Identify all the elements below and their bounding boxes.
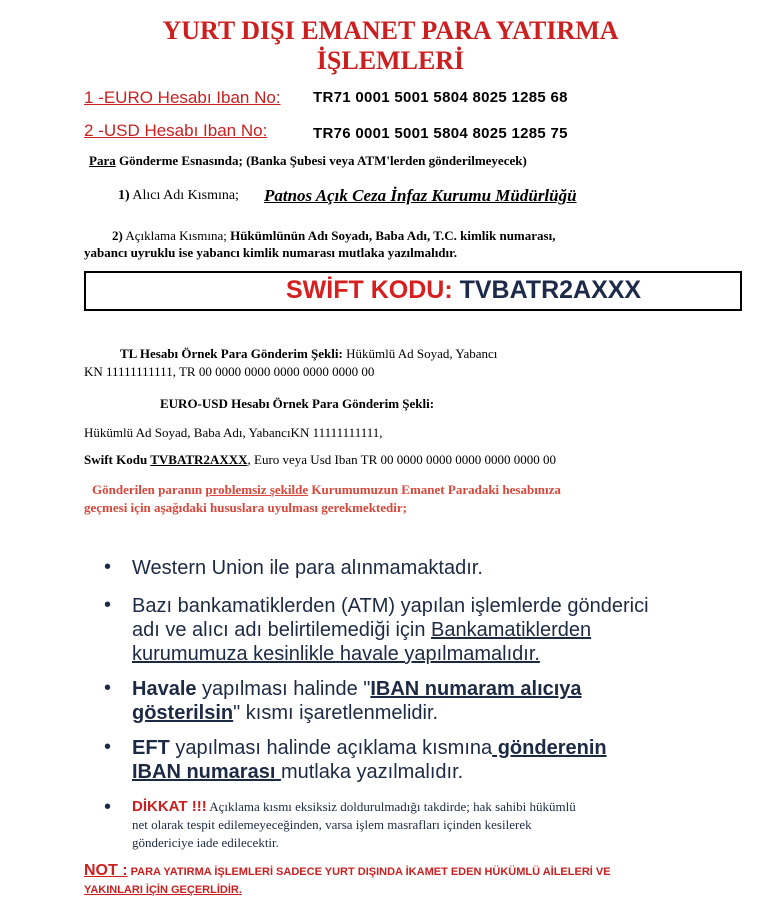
warning-part2: Kurumumuzun Emanet Paradaki hesabınıza [308, 482, 561, 497]
bullet-text-part: Açıklama kısmı eksiksiz doldurulmadığı takdirde; hak sahibi hükümlü [206, 799, 576, 814]
euro-account-label: 1 -EURO Hesabı Iban No: [84, 88, 281, 107]
bullet-text [132, 677, 652, 725]
warning-underlined: problemsiz şekilde [205, 482, 309, 497]
tl-example-line2: KN 11111111111, TR 00 0000 0000 0000 0000 0000 00 [84, 364, 375, 379]
bullet-line: net olarak tespit edilemeyeceğinden, varsa işlem masrafları içinden kesilerek [132, 817, 532, 832]
bullet-line [132, 701, 652, 725]
send-info-rest: Gönderme Esnasında; (Banka Şubesi veya ATM'lerden gönderilmeyecek) [115, 153, 527, 168]
item2-prefix: 2) [112, 228, 123, 243]
item2-bold: Hükümlünün Adı Soyadı, Baba Adı, T.C. kimlik numarası, [230, 228, 556, 243]
bullet-text-part: mutlaka yazılmalıdır. [280, 761, 464, 783]
swift-code-line [286, 276, 641, 305]
bullet-text: Western Union ile para alınmamaktadır. [132, 557, 483, 579]
tl-example-text1: Hükümlü Ad Soyad, Yabancı [342, 346, 498, 361]
bullet-text-underlined: Bankamatiklerden [431, 619, 592, 641]
usd-account-label: 2 -USD Hesabı Iban No: [84, 121, 268, 140]
bullet-text-underlined: IBAN numarası [132, 761, 281, 783]
warning-part1: Gönderilen paranın [92, 482, 206, 497]
bullet-text [132, 736, 652, 784]
bullet-line: Bazı bankamatiklerden (ATM) yapılan işlemlerde gönderici [132, 595, 649, 617]
euro-usd-line1: Hükümlü Ad Soyad, Baba Adı, YabancıKN 11111111111, [84, 425, 383, 440]
usd-account-row [84, 121, 267, 141]
dikkat-label: DİKKAT !!! [132, 798, 207, 815]
page-title-line1: YURT DIŞI EMANET PARA YATIRMA [162, 16, 619, 45]
euro-usd-line2-rest: , Euro veya Usd Iban TR 00 0000 0000 0000 0000 0000 00 [247, 452, 556, 467]
bullet-icon: • [104, 556, 112, 578]
bullet-text-underlined: gösterilsin [132, 702, 234, 724]
swift-code: TVBATR2AXXX [459, 276, 642, 304]
bullet-text-part: adı ve alıcı adı belirtilemediği için [132, 619, 432, 641]
euro-usd-line2 [84, 452, 556, 468]
recipient-name: Patnos Açık Ceza İnfaz Kurumu Müdürlüğü [264, 186, 577, 205]
bullet-line [132, 796, 652, 816]
note-label: NOT : [84, 862, 128, 879]
bullet-icon: • [104, 796, 112, 818]
euro-account-row [84, 88, 281, 108]
swift-label: SWİFT KODU: [286, 276, 460, 304]
item1-label: Alıcı Adı Kısmına; [129, 188, 239, 203]
recipient-line [118, 188, 239, 204]
bullet-icon: • [104, 736, 112, 758]
bullet-line [132, 736, 652, 760]
warning-line2: geçmesi için aşağıdaki hususlara uyulması gerekmektedir; [84, 500, 407, 515]
bullet-text [132, 796, 652, 852]
bullet-text-part: yapılması halinde açıklama kısmına [169, 737, 493, 759]
bullet-line: göndericiye iade edilecektir. [132, 835, 279, 850]
send-info-para: Para [89, 153, 116, 168]
bullet-text-part: yapılması halinde " [196, 678, 371, 700]
note-line2: YAKINLARI İÇİN GEÇERLİDİR. [84, 884, 242, 896]
bullet-text-part: " kısmı işaretlenmelidir. [233, 702, 439, 724]
tl-example-line1 [120, 346, 497, 362]
bullet-text [132, 594, 652, 666]
euro-usd-heading: EURO-USD Hesabı Örnek Para Gönderim Şekli: [160, 396, 435, 411]
bullet-bold: Havale [132, 678, 197, 700]
bullet-text-underlined: gönderenin [492, 737, 607, 759]
swift-kodu-label: Swift Kodu [84, 452, 151, 467]
euro-iban: TR71 0001 5001 5804 8025 1285 68 [313, 89, 568, 106]
note-line1 [84, 862, 611, 880]
usd-iban: TR76 0001 5001 5804 8025 1285 75 [313, 125, 568, 142]
item1-prefix: 1) [118, 188, 130, 203]
description-line1 [112, 228, 732, 244]
tl-example-heading: TL Hesabı Örnek Para Gönderim Şekli: [120, 346, 343, 361]
description-line2: yabancı uyruklu ise yabancı kimlik numarası mutlaka yazılmalıdır. [84, 245, 457, 260]
warning-line1 [92, 482, 561, 498]
send-info [89, 153, 527, 169]
bullet-line: kurumumuza kesinlikle havale yapılmamalıdır. [132, 643, 540, 665]
bullet-icon: • [104, 594, 112, 616]
bullet-icon: • [104, 677, 112, 699]
bullet-line [132, 760, 652, 784]
swift-kodu-value: TVBATR2AXXX [150, 452, 248, 467]
bullet-line [132, 677, 652, 701]
note-text1: PARA YATIRMA İŞLEMLERİ SADECE YURT DIŞINDA İKAMET EDEN HÜKÜMLÜ AİLELERİ VE [127, 866, 611, 878]
bullet-text-underlined: IBAN numaram alıcıya [370, 678, 582, 700]
bullet-line [132, 618, 652, 642]
page-title-line2: İŞLEMLERİ [316, 46, 465, 75]
bullet-bold: EFT [132, 737, 170, 759]
item2-label: Açıklama Kısmına; [122, 228, 231, 243]
